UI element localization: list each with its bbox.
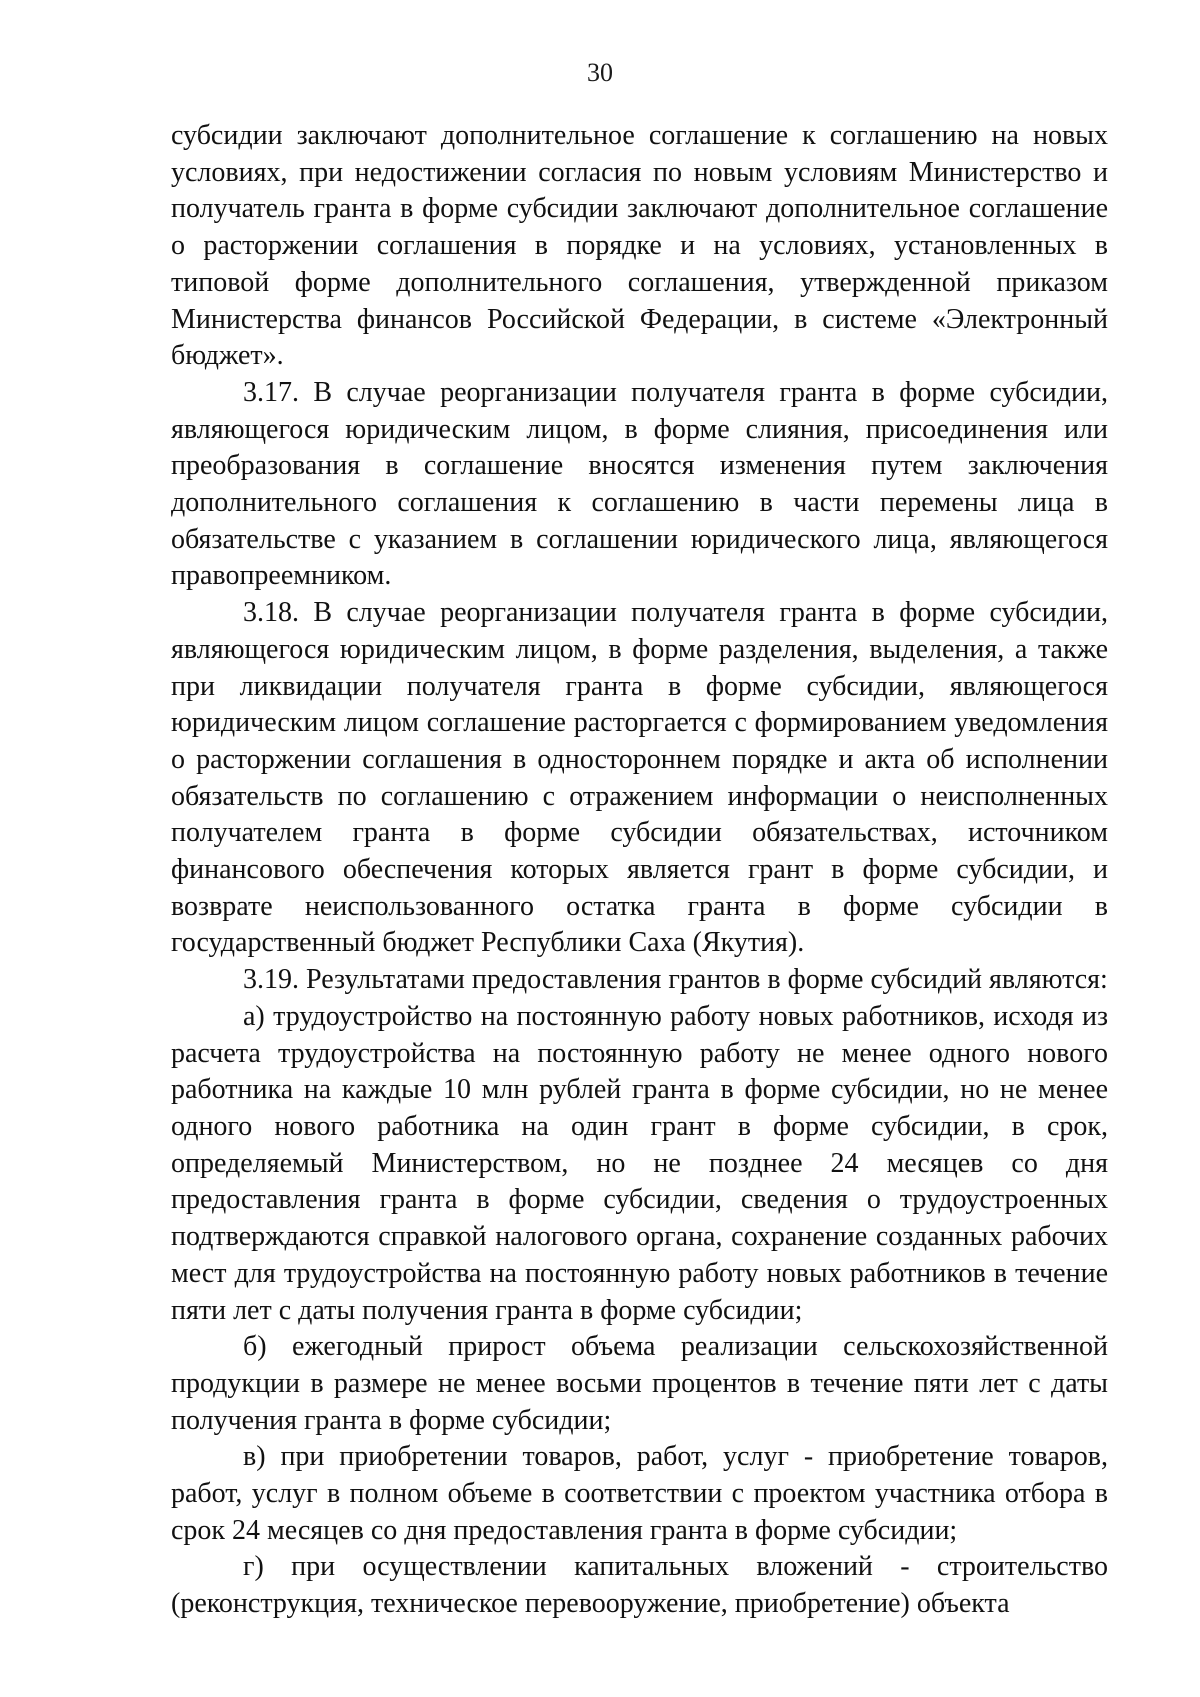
list-item-a: а) трудоустройство на постоянную работу новых работников, исходя из расчета трудоустройства на постоянную работу не менее одного нового работника на каждые 10 млн рублей гранта в форме субсидии, но не менее одного нового работника на один грант в форме субсидии, в срок, определяемый Министерством, но не позднее 24 месяцев со дня предоставления гранта в форме субсидии, сведения о трудоустроенных подтверждаются справкой налогового органа, сохранение созданных рабочих мест для трудоустройства на постоянную работу новых работников в течение пяти лет с даты получения гранта в форме субсидии; <box>171 1000 1108 1326</box>
paragraph-continuation: субсидии заключают дополнительное соглашение к соглашению на новых условиях, при недостижении согласия по новым условиям Министерство и получатель гранта в форме субсидии заключают дополнительное соглашение о расторжении соглашения в порядке и на условиях, установленных в типовой форме дополнительного соглашения, утвержденной приказом Министерства финансов Российской Федерации, в системе «Электронный бюджет». <box>171 120 1108 372</box>
list-item-g: г) при осуществлении капитальных вложений - строительство (реконструкция, техническое перевооружение, приобретение) объекта <box>171 1551 1108 1620</box>
paragraph-clause-3-18: 3.18. В случае реорганизации получателя гранта в форме субсидии, являющегося юридическим лицом, в форме разделения, выделения, а также при ликвидации получателя гранта в форме субсидии, являющегося юридическим лицом соглашение расторгается с формированием уведомления о расторжении соглашения в одностороннем порядке и акта об исполнении обязательств по соглашению с отражением информации о неисполненных получателем гранта в форме субсидии обязательствах, источником финансового обеспечения которых является грант в форме субсидии, и возврате неиспользованного остатка гранта в форме субсидии в государственный бюджет Республики Саха (Якутия). <box>171 597 1108 959</box>
list-item-v: в) при приобретении товаров, работ, услуг - приобретение товаров, работ, услуг в полном объеме в соответствии с проектом участника отбора в срок 24 месяцев со дня предоставления гранта в форме субсидии; <box>171 1441 1108 1546</box>
paragraph-clause-3-19: 3.19. Результатами предоставления грантов в форме субсидий являются: <box>243 964 1108 996</box>
document-body <box>171 118 1108 1623</box>
paragraph-clause-3-17: 3.17. В случае реорганизации получателя гранта в форме субсидии, являющегося юридическим лицом, в форме слияния, присоединения или преобразования в соглашение вносятся изменения путем заключения дополнительного соглашения к соглашению в части перемены лица в обязательстве с указанием в соглашении юридического лица, являющегося правопреемником. <box>171 376 1108 592</box>
page-number: 30 <box>587 58 613 87</box>
list-item-b: б) ежегодный прирост объема реализации сельскохозяйственной продукции в размере не менее восьми процентов в течение пяти лет с даты получения гранта в форме субсидии; <box>171 1331 1108 1436</box>
